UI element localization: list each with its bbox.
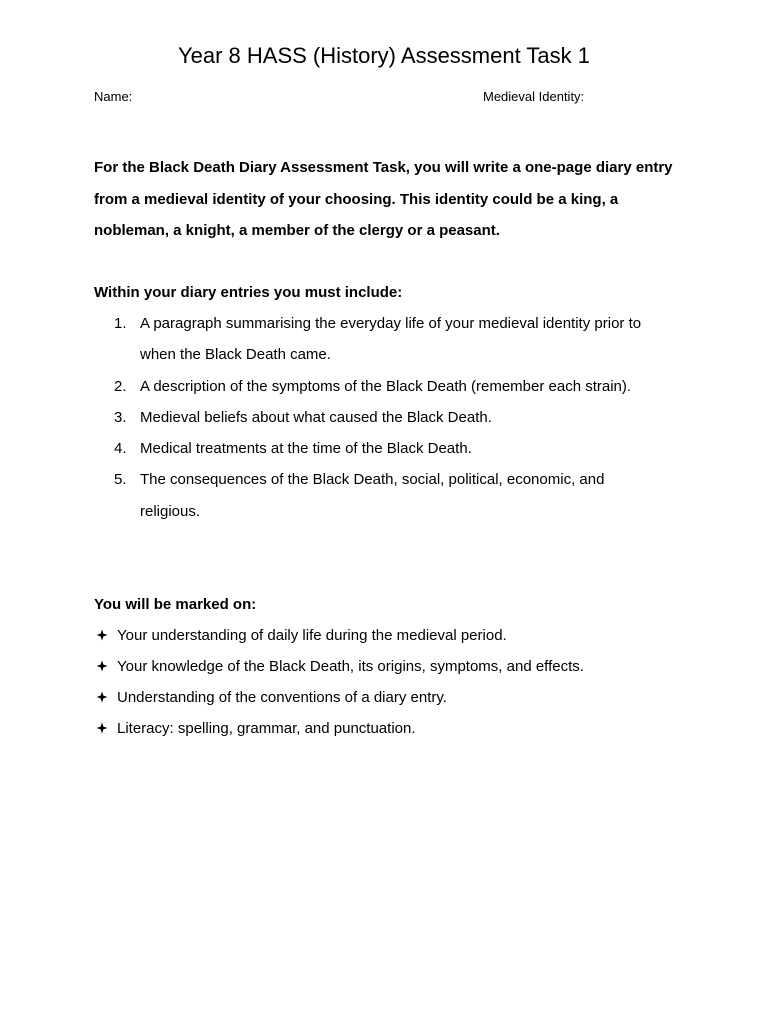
list-number: 3. — [114, 408, 127, 426]
list-item-text: A description of the symptoms of the Black Death (remember each strain). — [140, 377, 632, 395]
marking-criteria-list — [94, 620, 684, 744]
list-item-text: Understanding of the conventions of a diary entry. — [117, 689, 447, 706]
marking-heading: You will be marked on: — [94, 596, 257, 613]
task-introduction: For the Black Death Diary Assessment Task, you will write a one-page diary entry from a medieval identity of your choosing. This identity could be a king, a nobleman, a knight, a member of the clergy or a peasant. — [94, 159, 673, 239]
list-item — [94, 651, 684, 682]
list-item — [94, 464, 654, 527]
list-item — [94, 713, 684, 744]
list-item — [94, 433, 654, 464]
list-item — [94, 402, 654, 433]
list-item-text: Your understanding of daily life during the medieval period. — [117, 627, 507, 644]
diamond-bullet-icon — [94, 620, 110, 651]
list-item — [94, 620, 684, 651]
requirements-heading: Within your diary entries you must include: — [94, 284, 403, 301]
diamond-bullet-icon — [94, 682, 110, 713]
page-title: Year 8 HASS (History) Assessment Task 1 — [177, 43, 591, 68]
list-item-text: A paragraph summarising the everyday life of your medieval identity prior to when the Black Death came. — [140, 315, 642, 364]
list-number: 4. — [114, 440, 127, 458]
list-item-text: Your knowledge of the Black Death, its origins, symptoms, and effects. — [117, 658, 584, 675]
requirements-list — [94, 308, 654, 527]
diamond-bullet-icon — [94, 651, 110, 682]
diamond-bullet-icon — [94, 713, 110, 744]
list-number: 1. — [114, 315, 127, 332]
list-item — [94, 682, 684, 713]
list-number: 2. — [114, 377, 127, 395]
list-item-text: Literacy: spelling, grammar, and punctuation. — [117, 720, 416, 737]
list-item — [94, 371, 654, 402]
list-number: 5. — [114, 471, 127, 489]
medieval-identity-label: Medieval Identity: — [483, 89, 585, 104]
list-item-text: Medieval beliefs about what caused the Black Death. — [140, 408, 492, 426]
list-item-text: The consequences of the Black Death, social, political, economic, and religious. — [140, 471, 605, 520]
name-label: Name: — [94, 89, 133, 104]
list-item-text: Medical treatments at the time of the Black Death. — [140, 440, 472, 458]
list-item — [94, 308, 654, 371]
